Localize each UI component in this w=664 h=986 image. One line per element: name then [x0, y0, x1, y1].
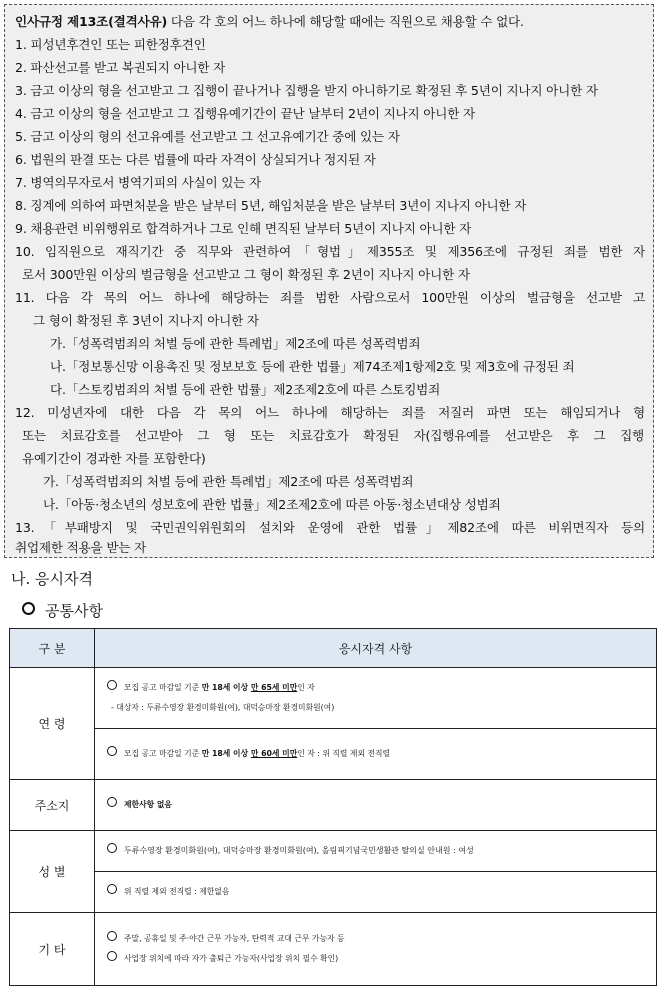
table-row [10, 872, 657, 913]
circle-bullet-icon [22, 602, 35, 615]
disqualification-box [4, 4, 654, 558]
circle-bullet-icon [107, 931, 117, 941]
circle-bullet-icon [107, 951, 117, 961]
list-item-continued: 로서 300만원 이상의 벌금형을 선고받고 그 형이 확정된 후 2년이 지나지 아니한 자 [22, 267, 470, 282]
list-item: 7. 병역의무자로서 병역기피의 사실이 있는 자 [15, 175, 262, 190]
list-item: 1. 피성년후견인 또는 피한정후견인 [15, 37, 206, 52]
list-item: 5. 금고 이상의 형의 선고유예를 선고받고 그 선고유예기간 중에 있는 자 [15, 129, 400, 144]
list-item: 12. 미성년자에 대한 다음 각 목의 어느 하나에 해당하는 죄를 저질러 파면 또는 해임되거나 형 [15, 405, 645, 420]
table-row [10, 780, 657, 831]
row-label-address: 주소지 [10, 780, 95, 831]
list-item: 9. 채용관련 비위행위로 합격하거나 그로 인해 면직된 날부터 5년이 지나지 아니한 자 [15, 221, 472, 236]
age-cell-2: 모집 공고 마감일 기준 만 18세 이상 만 60세 미만인 자 : 위 직렬 제외 전직렬 [95, 729, 657, 780]
address-cell: 제한사항 없음 [95, 780, 657, 831]
list-item: 8. 징계에 의하여 파면처분을 받은 날부터 5년, 해임처분을 받은 날부터 3년이 지나지 아니한 자 [15, 198, 527, 213]
sub-item: 다.「스토킹범죄의 처벌 등에 관한 법률」제2조제2호에 따른 스토킹범죄 [50, 382, 441, 397]
sub-item: 가.「성폭력범죄의 처벌 등에 관한 특례법」제2조에 따른 성폭력범죄 [50, 336, 421, 351]
list-item: 3. 금고 이상의 형을 선고받고 그 집행이 끝나거나 집행을 받지 아니하기로 확정된 후 5년이 지나지 아니한 자 [15, 83, 598, 98]
table-header-row [10, 629, 657, 668]
section-title: 나. 응시자격 [11, 570, 93, 588]
circle-bullet-icon [107, 797, 117, 807]
gender-cell-1: 두류수영장 환경미화원(여), 대덕승마장 환경미화원(여), 올림픽기념국민생활관 탈의실 안내원 : 여성 [95, 831, 657, 872]
age-cell-1: 모집 공고 마감일 기준 만 18세 이상 만 65세 미만인 자 - 대상자 : 두류수영장 환경미화원(여), 대덕승마장 환경미화원(여) [95, 668, 657, 729]
circle-bullet-icon [107, 843, 117, 853]
header-category: 구 분 [10, 629, 95, 668]
sub-item: 나.「아동·청소년의 성보호에 관한 법률」제2조제2호에 따른 아동·청소년대상 성범죄 [43, 497, 501, 512]
list-item: 2. 파산선고를 받고 복권되지 아니한 자 [15, 60, 226, 75]
circle-bullet-icon [107, 884, 117, 894]
list-item-continued: 취업제한 적용을 받는 자 [15, 540, 147, 555]
table-row [10, 913, 657, 986]
list-item: 10. 임직원으로 재직기간 중 직무와 관련하여「형법」제355조 및 제356조에 규정된 죄를 범한 자 [15, 244, 645, 259]
header-requirements: 응시자격 사항 [95, 629, 657, 668]
regulation-title: 인사규정 제13조(결격사유) 다음 각 호의 어느 하나에 해당할 때에는 직원으로 채용할 수 없다. [15, 14, 524, 29]
row-label-gender: 성 별 [10, 831, 95, 913]
list-item: 4. 금고 이상의 형을 선고받고 그 집행유예기간이 끝난 날부터 2년이 지나지 아니한 자 [15, 106, 475, 121]
row-label-age: 연 령 [10, 668, 95, 780]
row-label-etc: 기 타 [10, 913, 95, 986]
sub-item: 나.「정보통신망 이용촉진 및 정보보호 등에 관한 법률」제74조제1항제2호 및 제3호에 규정된 죄 [50, 359, 575, 374]
table-row [10, 831, 657, 872]
list-item: 13.「부패방지 및 국민권익위원회의 설치와 운영에 관한 법률」제82조에 따른 비위면직자 등의 [15, 520, 645, 535]
age-note: - 대상자 : 두류수영장 환경미화원(여), 대덕승마장 환경미화원(여) [111, 703, 335, 712]
sub-item: 가.「성폭력범죄의 처벌 등에 관한 특례법」제2조에 따른 성폭력범죄 [43, 474, 414, 489]
gender-cell-2: 위 직렬 제외 전직렬 : 제한없음 [95, 872, 657, 913]
list-item-continued: 또는 치료감호를 선고받아 그 형 또는 치료감호가 확정된 자(집행유예를 선고받은 후 그 집행 [22, 428, 644, 443]
table-row [10, 729, 657, 780]
list-item: 11. 다음 각 목의 어느 하나에 해당하는 죄를 범한 사람으로서 100만원 이상의 벌금형을 선고받 고 [15, 290, 645, 305]
etc-cell: 주말, 공휴일 및 주·야간 근무 가능자, 탄력적 교대 근무 가능자 등 사업장 위치에 따라 자가 출퇴근 가능자(사업장 위치 필수 확인) [95, 913, 657, 986]
eligibility-table [9, 628, 657, 986]
list-item-continued: 그 형이 확정된 후 3년이 지나지 아니한 자 [33, 313, 259, 328]
circle-bullet-icon [107, 746, 117, 756]
list-item: 6. 법원의 판결 또는 다른 법률에 따라 자격이 상실되거나 정지된 자 [15, 152, 376, 167]
list-item-continued: 유예기간이 경과한 자를 포함한다) [22, 451, 206, 466]
subsection-title: 공통사항 [22, 600, 103, 622]
table-row [10, 668, 657, 729]
circle-bullet-icon [107, 680, 117, 690]
